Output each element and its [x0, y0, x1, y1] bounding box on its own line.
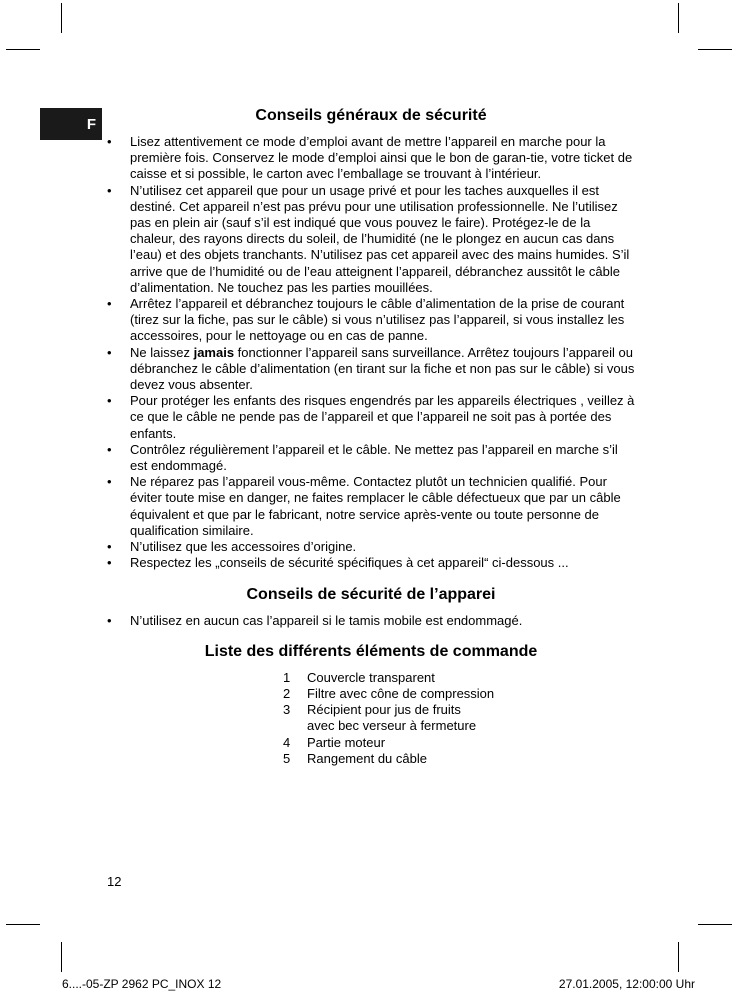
- bullet-icon: •: [107, 344, 112, 360]
- control-item-number: 1: [283, 669, 291, 685]
- section-title-controls: Liste des différents éléments de commande: [204, 642, 538, 660]
- crop-mark: [61, 3, 62, 33]
- list-item: [107, 393, 635, 442]
- section-title-device-safety: Conseils de sécurité de l’apparei: [246, 586, 496, 604]
- emphasis-text: jamais: [193, 344, 235, 360]
- bullet-icon: •: [107, 393, 112, 409]
- page-content: [107, 106, 635, 767]
- control-item-number: 3: [283, 702, 291, 718]
- control-item: [283, 735, 635, 751]
- page-number: 12: [107, 874, 122, 889]
- crop-mark: [698, 49, 732, 50]
- list-item: [107, 134, 635, 183]
- list-item-text: N’utilisez que les accessoires d’origine.: [130, 539, 357, 555]
- list-item-text: fonctionner l’appareil sans surveillance. Arrêtez toujours l’appareil ou débranchez le câble d’alimentation (en tirant sur la fiche et non pas sur le câble) si vous devez vous absenter.: [130, 344, 635, 393]
- list-item: [107, 183, 635, 296]
- list-item-text: N’utilisez cet appareil que pour un usage privé et pour les taches auxquelles il est destiné. Cet appareil n’est pas prévu pour une utilisation professionnelle. Ne l’utilisez pas en plein air (sauf s’il est indiqué que vous pouvez le faire). Protégez-le de la chaleur, des rayons directs du soleil, de l’humidité (ne le plongez en aucun cas dans l’eau) et des objets tranchants. N’utilisez pas cet appareil avec des mains humides. S’il arrive que de l’humidité ou de l’eau atteignent l’appareil, débranchez aussitôt le câble d’alimentation. Ne touchez pas les parties mouillées.: [130, 182, 630, 295]
- control-item-label: Partie moteur: [307, 734, 386, 750]
- control-item-label: Filtre avec cône de compression: [307, 685, 495, 701]
- bullet-icon: •: [107, 474, 112, 490]
- crop-mark: [6, 49, 40, 50]
- list-item: [107, 345, 635, 394]
- bullet-icon: •: [107, 134, 112, 149]
- list-item-text: Pour protéger les enfants des risques engendrés par les appareils électriques , veillez à ce que le câble ne pende pas de l’appareil et que l’appareil ne soit pas à portée des enfants.: [130, 393, 635, 441]
- control-item-number: 2: [283, 685, 291, 701]
- list-item: [107, 555, 635, 571]
- bullet-icon: •: [107, 555, 112, 571]
- list-item: [107, 442, 635, 474]
- control-item-number: 4: [283, 734, 291, 750]
- footer-file-info: 6....-05-ZP 2962 PC_INOX 12: [62, 977, 222, 991]
- bullet-icon: •: [107, 182, 112, 198]
- control-item-label: Récipient pour jus de fruits avec bec verseur à fermeture: [307, 702, 477, 734]
- control-item: [283, 702, 635, 734]
- bullet-icon: •: [107, 613, 112, 629]
- list-item-text: Lisez attentivement ce mode d’emploi avant de mettre l’appareil en marche pour la première fois. Conservez le mode d’emploi ainsi que le bon de garan-tie, votre ticket de caisse et si possible, le carton avec l’emballage se trouvant à l’intérieur.: [130, 134, 633, 182]
- device-safety-list: [107, 613, 635, 629]
- language-tab: F: [40, 108, 102, 140]
- list-item-text: Respectez les „conseils de sécurité spécifiques à cet appareil“ ci-dessous ...: [130, 555, 569, 571]
- crop-mark: [678, 942, 679, 972]
- list-item: [107, 613, 635, 629]
- list-item-text: Ne réparez pas l’appareil vous-même. Contactez plutôt un technicien qualifié. Pour éviter toute mise en danger, ne faites remplacer le câble défectueux que par un câble équivalent et que par le fabricant, notre service après-vente ou toute personne de qualification similaire.: [130, 474, 621, 538]
- controls-list: [283, 670, 635, 767]
- list-item-text: N’utilisez en aucun cas l’appareil si le tamis mobile est endommagé.: [130, 613, 523, 629]
- control-item: [283, 670, 635, 686]
- general-safety-list: [107, 134, 635, 571]
- list-item: [107, 474, 635, 539]
- list-item: [107, 539, 635, 555]
- crop-mark: [6, 924, 40, 925]
- bullet-icon: •: [107, 441, 112, 457]
- control-item: [283, 751, 635, 767]
- section-title-general-safety: Conseils généraux de sécurité: [255, 107, 487, 124]
- crop-mark: [61, 942, 62, 972]
- list-item: [107, 296, 635, 345]
- bullet-icon: •: [107, 296, 112, 312]
- crop-mark: [698, 924, 732, 925]
- bullet-icon: •: [107, 539, 112, 555]
- control-item: [283, 686, 635, 702]
- control-item-label: Couvercle transparent: [307, 669, 435, 685]
- control-item-label: Rangement du câble: [307, 750, 427, 766]
- control-item-number: 5: [283, 750, 291, 766]
- list-item-text: Contrôlez régulièrement l’appareil et le câble. Ne mettez pas l’appareil en marche s’il est endommagé.: [130, 441, 618, 474]
- list-item-text: Arrêtez l’appareil et débranchez toujours le câble d’alimentation de la prise de courant (tirez sur la fiche, pas sur le câble) si vous n’utilisez pas l’appareil, si vous installez les accessoires, pour le nettoyage ou en cas de panne.: [130, 296, 625, 344]
- list-item-text: Ne laissez: [130, 344, 194, 360]
- footer-timestamp: 27.01.2005, 12:00:00 Uhr: [558, 977, 695, 991]
- crop-mark: [678, 3, 679, 33]
